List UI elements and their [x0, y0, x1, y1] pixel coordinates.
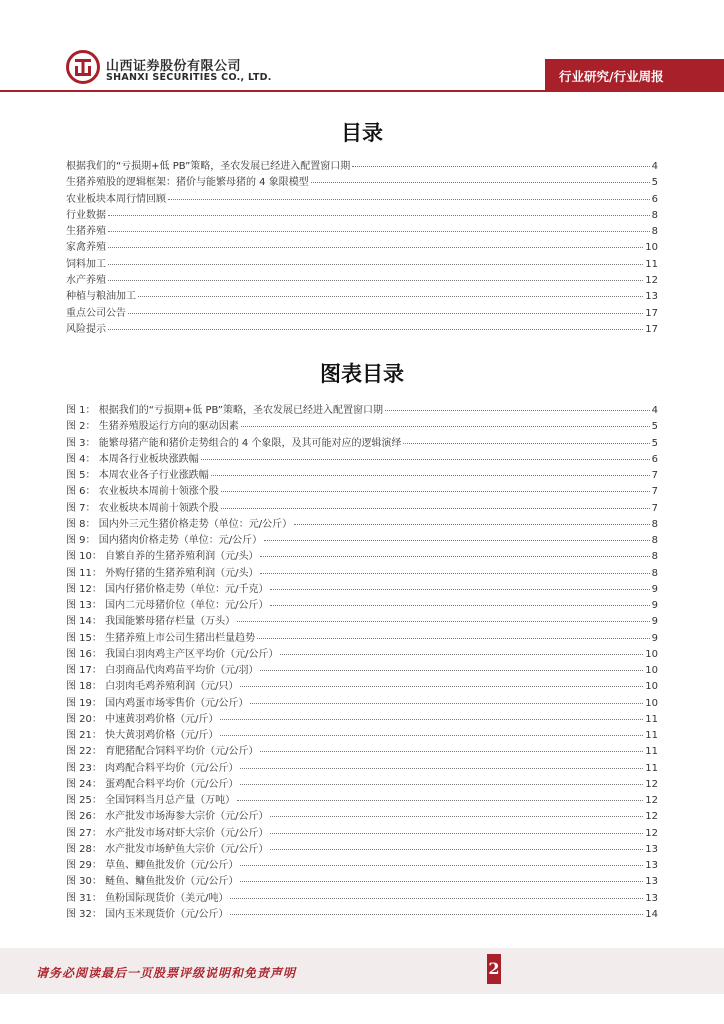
- dot-leader: [108, 247, 643, 248]
- toc-entry-page: 17: [645, 323, 658, 335]
- toc-entry[interactable]: [66, 206, 658, 222]
- figure-entry-title: 图 11： 外购仔猪的生猪养殖利润（元/头）: [66, 567, 259, 579]
- figure-entry-title: 图 7： 农业板块本周前十领跌个股: [66, 502, 219, 514]
- figure-entry-page: 13: [645, 843, 658, 855]
- figure-entry-title: 图 16： 我国白羽肉鸡主产区平均价（元/公斤）: [66, 648, 279, 660]
- figure-entry-page: 11: [645, 713, 658, 725]
- figure-entry-title: 图 31： 鱼粉国际现货价（美元/吨）: [66, 892, 229, 904]
- figure-entry[interactable]: [66, 629, 658, 645]
- figure-entry[interactable]: [66, 726, 658, 742]
- figure-entry-title: 图 19： 国内鸡蛋市场零售价（元/公斤）: [66, 697, 249, 709]
- figure-entry[interactable]: [66, 499, 658, 515]
- dot-leader: [257, 638, 650, 639]
- toc-entry[interactable]: [66, 173, 658, 189]
- toc-entry-title: 饲料加工: [66, 258, 106, 270]
- toc-entry-page: 10: [645, 242, 658, 254]
- figure-entry-title: 图 24： 蛋鸡配合料平均价（元/公斤）: [66, 778, 239, 790]
- figure-entry-title: 图 8： 国内外三元生猪价格走势（单位：元/公斤）: [66, 518, 293, 530]
- figure-entry[interactable]: [66, 661, 658, 677]
- figure-entry-title: 图 17： 白羽商品代肉鸡苗平均价（元/羽）: [66, 665, 259, 676]
- dot-leader: [221, 508, 650, 509]
- figure-entry[interactable]: [66, 547, 658, 563]
- dot-leader: [108, 215, 650, 216]
- figure-entry-page: 12: [645, 827, 658, 839]
- figure-entry[interactable]: [66, 694, 658, 710]
- figure-entry-title: 图 12： 国内仔猪价格走势（单位：元/千克）: [66, 583, 269, 595]
- dot-leader: [240, 784, 643, 785]
- figure-entry-page: 13: [645, 892, 658, 904]
- figure-entry[interactable]: [66, 840, 658, 856]
- figure-entry-title: 图 3： 能繁母猪产能和猪价走势组合的 4 个象限，及其可能对应的逻辑演绎: [66, 437, 402, 449]
- figure-entry[interactable]: [66, 450, 658, 466]
- report-type-label: 行业研究/行业周报: [559, 69, 664, 84]
- toc-entry-title: 家禽养殖: [66, 242, 106, 254]
- figure-entry[interactable]: [66, 645, 658, 661]
- toc-entry[interactable]: [66, 238, 658, 254]
- figure-entry[interactable]: [66, 775, 658, 791]
- dot-leader: [108, 231, 650, 232]
- toc-entry-title: 生猪养殖: [66, 226, 106, 238]
- figure-entry[interactable]: [66, 759, 658, 775]
- toc-entry[interactable]: [66, 320, 658, 336]
- figure-entry[interactable]: [66, 434, 658, 450]
- toc-entry[interactable]: [66, 190, 658, 206]
- figure-entry[interactable]: [66, 905, 658, 921]
- toc-entry-page: 17: [645, 307, 658, 319]
- dot-leader: [138, 296, 643, 297]
- company-logo-icon: [66, 50, 100, 84]
- toc-entry[interactable]: [66, 287, 658, 303]
- figure-entry[interactable]: [66, 889, 658, 905]
- figure-entry-title: 图 2： 生猪养殖股运行方向的驱动因素: [66, 421, 239, 433]
- figure-entry[interactable]: [66, 564, 658, 580]
- dot-leader: [108, 264, 643, 265]
- figure-entry[interactable]: [66, 791, 658, 807]
- figure-entry-title: 图 21： 快大黄羽鸡价格（元/斤）: [66, 730, 219, 741]
- figure-entry-page: 14: [645, 908, 658, 920]
- dot-leader: [260, 573, 649, 574]
- figure-entry-page: 12: [645, 795, 658, 806]
- figure-entry-page: 12: [645, 811, 658, 823]
- page-number: 2: [487, 954, 501, 984]
- figure-entry-title: 图 30： 鲢鱼、鳙鱼批发价（元/公斤）: [66, 876, 239, 888]
- figure-entry-page: 8: [651, 567, 658, 579]
- dot-leader: [270, 833, 643, 834]
- toc-entry-page: 4: [651, 161, 658, 172]
- dot-leader: [260, 670, 643, 671]
- figure-entry[interactable]: [66, 710, 658, 726]
- toc-entry-page: 11: [645, 258, 658, 270]
- dot-leader: [250, 703, 643, 704]
- figure-entry-page: 9: [651, 600, 658, 611]
- dot-leader: [264, 540, 650, 541]
- toc-entry[interactable]: [66, 157, 658, 173]
- figure-entry-page: 12: [645, 778, 658, 790]
- toc-entry-page: 13: [645, 291, 658, 303]
- figure-entry-page: 8: [651, 551, 658, 563]
- figure-entry[interactable]: [66, 856, 658, 872]
- figure-entry-page: 9: [651, 583, 658, 595]
- dot-leader: [403, 443, 649, 444]
- dot-leader: [221, 491, 650, 492]
- figures-list: [66, 401, 658, 921]
- figure-entry-title: 图 29： 草鱼、鲫鱼批发价（元/公斤）: [66, 860, 239, 871]
- toc-entry-title: 行业数据: [66, 209, 106, 221]
- figure-entry-title: 图 9： 国内猪肉价格走势（单位：元/公斤）: [66, 535, 263, 546]
- toc-entry-title: 水产养殖: [66, 275, 106, 287]
- dot-leader: [270, 605, 649, 606]
- figure-entry[interactable]: [66, 401, 658, 417]
- toc-title: 目录: [341, 120, 383, 145]
- figure-entry[interactable]: [66, 482, 658, 498]
- dot-leader: [240, 881, 643, 882]
- report-type-badge: [545, 59, 724, 91]
- dot-leader: [128, 313, 643, 314]
- dot-leader: [240, 686, 643, 687]
- figure-entry-page: 13: [645, 860, 658, 871]
- company-name-en: SHANXI SECURITIES CO., LTD.: [106, 72, 272, 83]
- dot-leader: [168, 199, 650, 200]
- figure-entry-page: 10: [645, 697, 658, 709]
- figures-title: 图表目录: [320, 361, 404, 386]
- dot-leader: [260, 751, 643, 752]
- figure-entry-title: 图 6： 农业板块本周前十领涨个股: [66, 486, 219, 498]
- figure-entry-page: 10: [645, 665, 658, 676]
- dot-leader: [237, 800, 643, 801]
- figure-entry[interactable]: [66, 824, 658, 840]
- dot-leader: [280, 654, 643, 655]
- figure-entry-title: 图 1： 根据我们的“亏损期+低 PB”策略，圣农发展已经进入配置窗口期: [66, 405, 383, 416]
- toc-entry[interactable]: [66, 222, 658, 238]
- figure-entry[interactable]: [66, 531, 658, 547]
- figure-entry[interactable]: [66, 677, 658, 693]
- figure-entry-page: 7: [651, 502, 658, 514]
- figure-entry-page: 11: [645, 730, 658, 741]
- figure-entry-page: 4: [651, 405, 658, 416]
- figure-entry-title: 图 26： 水产批发市场海参大宗价（元/公斤）: [66, 811, 269, 823]
- disclaimer-notice: 请务必阅读最后一页股票评级说明和免责声明: [36, 966, 297, 980]
- figure-entry-page: 10: [645, 648, 658, 660]
- figure-entry-title: 图 27： 水产批发市场对虾大宗价（元/公斤）: [66, 827, 269, 839]
- dot-leader: [237, 621, 650, 622]
- figure-entry-page: 5: [651, 421, 658, 433]
- figure-entry-page: 8: [651, 518, 658, 530]
- toc-entry-title: 风险提示: [66, 323, 106, 335]
- figure-entry[interactable]: [66, 742, 658, 758]
- toc-entry-title: 种植与粮油加工: [66, 291, 136, 303]
- figure-entry[interactable]: [66, 612, 658, 628]
- dot-leader: [230, 914, 643, 915]
- toc-entry-page: 12: [645, 275, 658, 287]
- figure-entry-page: 9: [651, 632, 658, 644]
- dot-leader: [311, 182, 650, 183]
- toc-entry-title: 根据我们的“亏损期+低 PB”策略，圣农发展已经进入配置窗口期: [66, 161, 351, 172]
- toc-entry-title: 农业板块本周行情回顾: [66, 193, 166, 205]
- figure-entry[interactable]: [66, 872, 658, 888]
- header-divider: [0, 90, 724, 92]
- figure-entry-title: 图 22： 育肥猪配合饲料平均价（元/公斤）: [66, 746, 259, 758]
- dot-leader: [230, 898, 643, 899]
- figure-entry-title: 图 13： 国内二元母猪价位（单位：元/公斤）: [66, 600, 269, 611]
- toc-entry-title: 重点公司公告: [66, 307, 126, 319]
- figure-entry-page: 11: [645, 746, 658, 758]
- figure-entry-title: 图 15： 生猪养殖上市公司生猪出栏量趋势: [66, 632, 256, 644]
- dot-leader: [270, 589, 649, 590]
- dot-leader: [240, 768, 643, 769]
- figure-entry-title: 图 14： 我国能繁母猪存栏量（万头）: [66, 616, 236, 628]
- figure-entry-page: 11: [645, 762, 658, 774]
- toc-entry-page: 5: [651, 177, 658, 189]
- figure-entry[interactable]: [66, 466, 658, 482]
- figure-entry-title: 图 23： 肉鸡配合料平均价（元/公斤）: [66, 762, 239, 774]
- toc-entry[interactable]: [66, 304, 658, 320]
- figure-entry-page: 9: [651, 616, 658, 628]
- dot-leader: [108, 329, 643, 330]
- figure-entry-title: 图 18： 白羽肉毛鸡养殖利润（元/只）: [66, 681, 239, 693]
- toc-entry-page: 6: [651, 193, 658, 205]
- figure-entry-title: 图 32： 国内玉米现货价（元/公斤）: [66, 908, 229, 920]
- dot-leader: [241, 426, 650, 427]
- figure-entry-page: 7: [651, 486, 658, 498]
- figure-entry[interactable]: [66, 596, 658, 612]
- dot-leader: [260, 556, 649, 557]
- company-name-cn: 山西证券股份有限公司: [106, 59, 242, 74]
- dot-leader: [211, 475, 650, 476]
- toc-entry-page: 8: [651, 226, 658, 238]
- figure-entry-title: 图 28： 水产批发市场鲈鱼大宗价（元/公斤）: [66, 843, 269, 855]
- dot-leader: [385, 410, 650, 411]
- figure-entry-title: 图 20： 中速黄羽鸡价格（元/斤）: [66, 713, 219, 725]
- dot-leader: [240, 865, 643, 866]
- figure-entry[interactable]: [66, 417, 658, 433]
- toc-list: [66, 157, 658, 336]
- toc-entry-title: 生猪养殖股的逻辑框架：猪价与能繁母猪的 4 象限模型: [66, 177, 309, 189]
- figure-entry-title: 图 5： 本周农业各子行业涨跌幅: [66, 470, 209, 481]
- figure-entry-page: 8: [651, 535, 658, 546]
- dot-leader: [270, 816, 643, 817]
- figure-entry[interactable]: [66, 807, 658, 823]
- toc-entry[interactable]: [66, 271, 658, 287]
- figure-entry[interactable]: [66, 580, 658, 596]
- figure-entry-title: 图 10： 自繁自养的生猪养殖利润（元/头）: [66, 551, 259, 563]
- figure-entry-page: 7: [651, 470, 658, 481]
- figure-entry-title: 图 25： 全国饲料当月总产量（万吨）: [66, 795, 236, 806]
- dot-leader: [294, 524, 650, 525]
- figure-entry-page: 10: [645, 681, 658, 693]
- dot-leader: [270, 849, 643, 850]
- dot-leader: [352, 166, 649, 167]
- figure-entry-page: 13: [645, 876, 658, 888]
- dot-leader: [220, 719, 643, 720]
- figure-entry-page: 5: [651, 437, 658, 449]
- dot-leader: [108, 280, 643, 281]
- dot-leader: [220, 735, 643, 736]
- figure-entry-page: 6: [651, 453, 658, 465]
- toc-entry-page: 8: [651, 209, 658, 221]
- page-footer: [0, 948, 724, 994]
- dot-leader: [201, 459, 650, 460]
- figure-entry-title: 图 4： 本周各行业板块涨跌幅: [66, 453, 199, 465]
- page-header: [0, 0, 724, 92]
- toc-entry[interactable]: [66, 255, 658, 271]
- figure-entry[interactable]: [66, 515, 658, 531]
